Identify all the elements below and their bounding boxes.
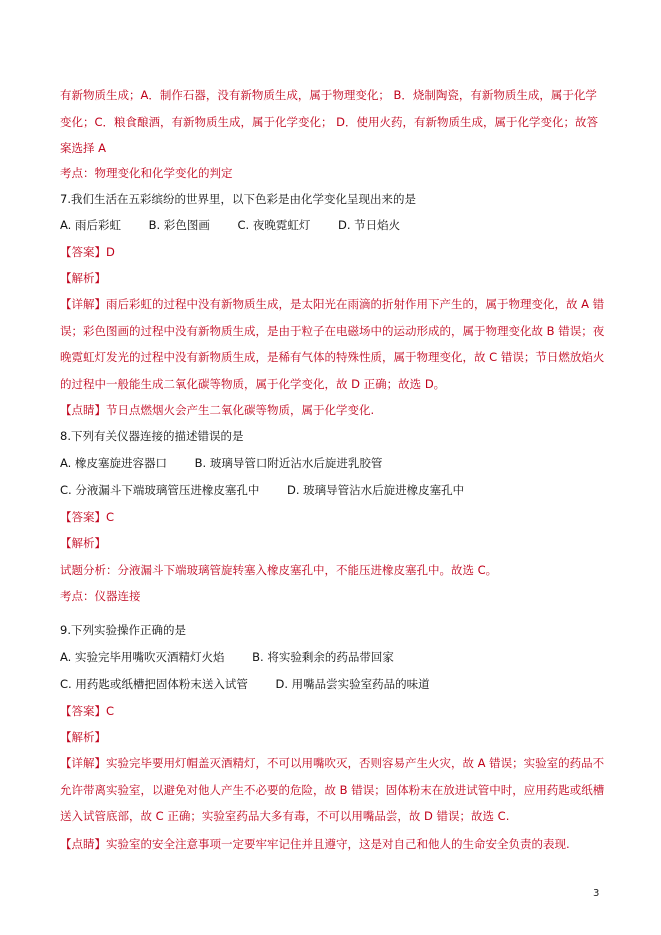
q8-analysis-label: 【解析】 xyxy=(60,536,106,550)
q9-analysis-label: 【解析】 xyxy=(60,730,106,744)
q7-options xyxy=(60,215,424,235)
q7-option-a: A. 雨后彩虹 xyxy=(60,218,121,232)
q7-option-d: D. 节日焰火 xyxy=(338,218,401,232)
q8-analysis: 试题分析：分液漏斗下端玻璃管旋转塞入橡皮塞孔中，不能压进橡皮塞孔中。故选 C。 xyxy=(60,563,498,577)
q7-answer: 【答案】D xyxy=(60,245,115,259)
q8-option-b: B. 玻璃导管口附近沾水后旋进乳胶管 xyxy=(194,456,383,470)
q8-option-d: D. 玻璃导管沾水后旋进橡皮塞孔中 xyxy=(287,483,465,497)
q9-option-d: D. 用嘴品尝实验室药品的味道 xyxy=(275,677,430,691)
q8-options-row1 xyxy=(60,453,406,473)
q7-question: 7.我们生活在五彩缤纷的世界里，以下色彩是由化学变化呈现出来的是 xyxy=(60,192,416,206)
q9-comment: 【点睛】实验室的安全注意事项一定要牢牢记住并且遵守，这是对自己和他人的生命安全负责的表现. xyxy=(60,837,570,851)
q7-detail: 【详解】雨后彩虹的过程中没有新物质生成，是太阳光在雨滴的折射作用下产生的，属于物理变化，故 A 错误；彩色图画的过程中没有新物质生成，是由于粒子在电磁场中的运动形成的，属于物理变化故 B 错误；夜晚霓虹灯发光的过程中没有新物质生成，是稀有气体的特殊性质，属于物理变化，故 C 错误；节日燃放焰火的过程中一般能生成二氧化碳等物质，属于化学变化，故 D 正确；故选 D。 xyxy=(60,297,605,391)
q6-kaodian: 考点：物理变化和化学变化的判定 xyxy=(60,166,233,180)
q7-option-c: C. 夜晚霓虹灯 xyxy=(237,218,311,232)
q9-options-row1 xyxy=(60,647,418,667)
q6-analysis-continued: 有新物质生成；A．制作石器，没有新物质生成，属于物理变化； B．烧制陶瓷，有新物质生成，属于化学变化；C．粮食酿酒，有新物质生成，属于化学变化； D．使用火药，有新物质生成，属于化学变化；故答案选择 A xyxy=(60,88,599,155)
q8-answer: 【答案】C xyxy=(60,510,115,524)
q8-options-row2 xyxy=(60,480,488,500)
q7-analysis-label: 【解析】 xyxy=(60,271,106,285)
q9-option-c: C. 用药匙或纸槽把固体粉末送入试管 xyxy=(60,677,248,691)
q9-option-b: B. 将实验剩余的药品带回家 xyxy=(252,650,394,664)
q9-question: 9.下列实验操作正确的是 xyxy=(60,623,186,637)
q7-option-b: B. 彩色图画 xyxy=(148,218,210,232)
q9-answer: 【答案】C xyxy=(60,704,115,718)
q9-detail: 【详解】实验完毕要用灯帽盖灭酒精灯，不可以用嘴吹灭，否则容易产生火灾，故 A 错误；实验室的药品不允许带离实验室，以避免对他人产生不必要的危险，故 B 错误；固体粉末在放进试管中时，应用药匙或纸槽送入试管底部，故 C 正确；实验室药品大多有毒，不可以用嘴品尝，故 D 错误；故选 C. xyxy=(60,756,605,823)
q8-option-a: A. 橡皮塞旋进容器口 xyxy=(60,456,167,470)
q8-option-c: C. 分液漏斗下端玻璃管压进橡皮塞孔中 xyxy=(60,483,260,497)
page-number: 3 xyxy=(593,888,600,899)
q7-comment: 【点睛】节日点燃烟火会产生二氧化碳等物质，属于化学变化. xyxy=(60,403,375,417)
q9-options-row2 xyxy=(60,674,454,694)
q8-kaodian: 考点：仪器连接 xyxy=(60,589,141,603)
q8-question: 8.下列有关仪器连接的描述错误的是 xyxy=(60,429,244,443)
q9-option-a: A. 实验完毕用嘴吹灭酒精灯火焰 xyxy=(60,650,225,664)
